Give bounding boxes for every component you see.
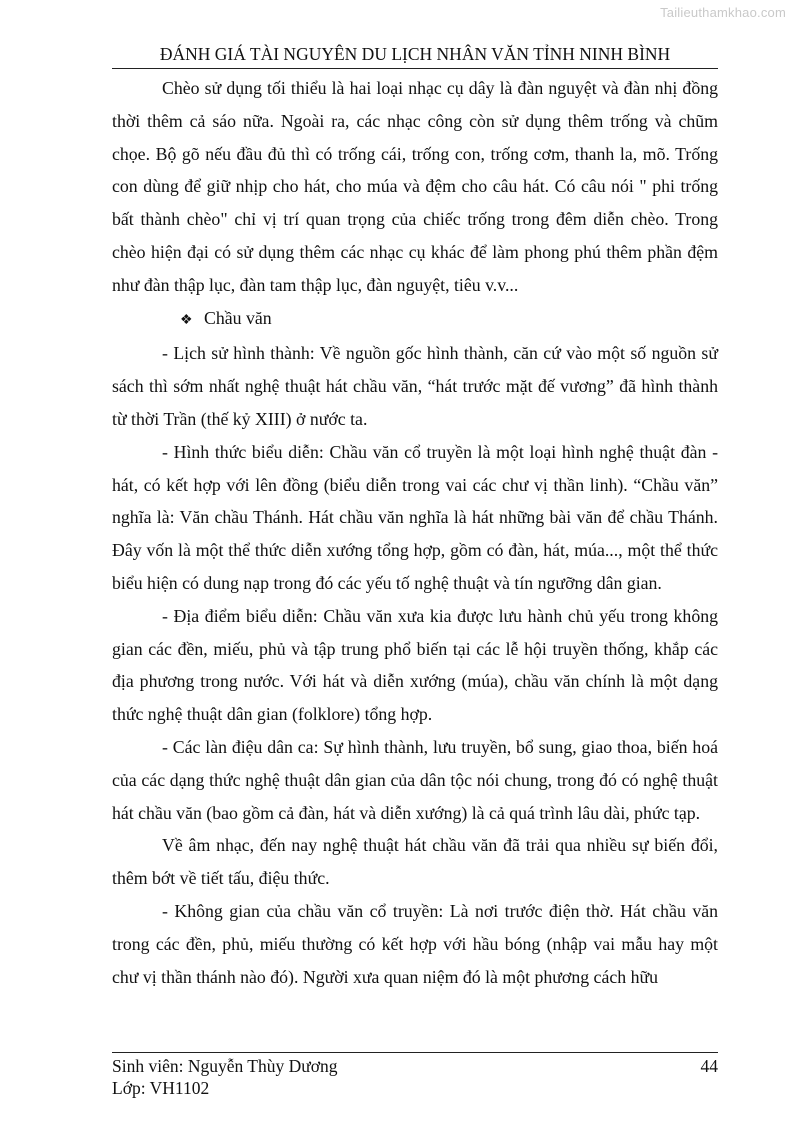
footer-divider xyxy=(112,1052,718,1053)
paragraph-history: - Lịch sử hình thành: Về nguồn gốc hình thành, căn cứ vào một số nguồn sử sách thì sớm nhất nghệ thuật hát chầu văn, “hát trước mặt đế vương” đã hình thành từ thời Trần (thế kỷ XIII) ở nước ta. xyxy=(112,343,718,429)
page-footer xyxy=(112,1055,718,1099)
page-number: 44 xyxy=(700,1056,718,1076)
watermark: Tailieuthamkhao.com xyxy=(660,5,786,20)
section-heading-chau-van xyxy=(112,302,718,338)
footer-class: Lớp: VH1102 xyxy=(112,1078,210,1098)
diamond-bullet-icon: ❖ xyxy=(180,312,193,328)
paragraph-space: - Không gian của chầu văn cổ truyền: Là nơi trước điện thờ. Hát chầu văn trong các đền, phủ, miếu thường có kết hợp với hầu bóng (nhập vai mẫu hay một chư vị thần thánh nào đó). Người xưa quan niệm đó là một phương cách hữu xyxy=(112,900,718,987)
paragraph-music: Về âm nhạc, đến nay nghệ thuật hát chầu văn đã trải qua nhiều sự biến đổi, thêm bớt về tiết tấu, điệu thức. xyxy=(112,835,718,889)
paragraph-performance-venue: - Địa điểm biểu diễn: Chầu văn xưa kia được lưu hành chủ yếu trong không gian các đền, miếu, phủ và tập trung phổ biến tại các lễ hội truyền thống, khắp các địa phương trong nước. Với hát và diễn xướng (múa), chầu văn chính là một dạng thức nghệ thuật dân gian (folklore) tổng hợp. xyxy=(112,605,718,725)
page-body xyxy=(112,72,718,993)
footer-student-name: Sinh viên: Nguyễn Thùy Dương xyxy=(112,1056,338,1076)
paragraph-cheo-instruments: Chèo sử dụng tối thiểu là hai loại nhạc cụ dây là đàn nguyệt và đàn nhị đồng thời thêm cả sáo nữa. Ngoài ra, các nhạc công còn sử dụng thêm trống và chũm chọe. Bộ gõ nếu đầu đủ thì có trống cái, trống con, trống cơm, thanh la, mõ. Trống con dùng để giữ nhịp cho hát, cho múa và đệm cho câu hát. Có câu nói " phi trống bất thành chèo" chỉ vị trí quan trọng của chiếc trống trong đêm diễn chèo. Trong chèo hiện đại có sử dụng thêm các nhạc cụ khác để làm phong phú thêm phần đệm như đàn thập lục, đàn tam thập lục, đàn nguyệt, tiêu v.v... xyxy=(112,78,718,295)
paragraph-performance-form: - Hình thức biểu diễn: Chầu văn cổ truyền là một loại hình nghệ thuật đàn - hát, có kết hợp với lên đồng (biểu diễn trong vai các chư vị thần linh). “Chầu văn” nghĩa là: Văn chầu Thánh. Hát chầu văn nghĩa là hát những bài văn để chầu Thánh. Đây vốn là một thể thức diễn xướng tổng hợp, gồm có đàn, hát, múa..., một thể thức biểu hiện có dung nạp trong đó các yếu tố nghệ thuật và tín ngưỡng dân gian. xyxy=(112,441,718,593)
page-header-title: ĐÁNH GIÁ TÀI NGUYÊN DU LỊCH NHÂN VĂN TỈNH NINH BÌNH xyxy=(159,44,671,64)
header-divider xyxy=(112,68,718,69)
section-heading-text: Chầu văn xyxy=(204,307,272,328)
paragraph-folk-melodies: - Các làn điệu dân ca: Sự hình thành, lưu truyền, bổ sung, giao thoa, biến hoá của các dạng thức nghệ thuật dân gian của dân tộc nói chung, trong đó có nghệ thuật hát chầu văn (bao gồm cả đàn, hát và diễn xướng) là cả quá trình lâu dài, phức tạp. xyxy=(112,736,718,823)
